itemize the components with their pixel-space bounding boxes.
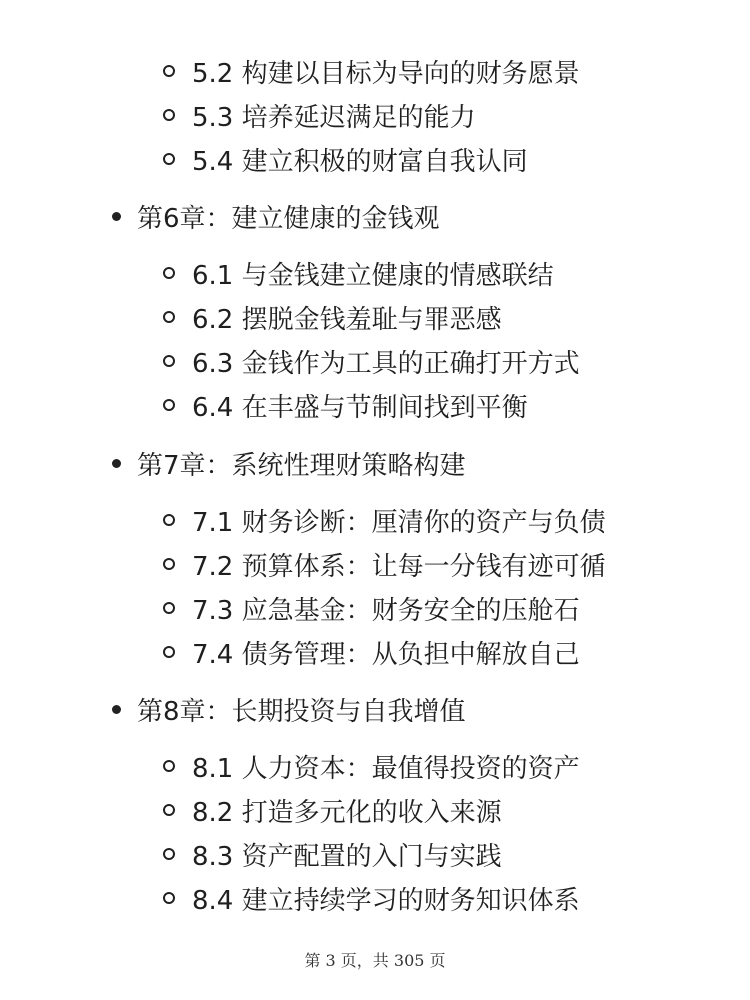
toc-section-label: 8.4 建立持续学习的财务知识体系 bbox=[192, 885, 580, 916]
toc-section-item bbox=[163, 385, 528, 425]
toc-section-item bbox=[163, 253, 554, 293]
toc-section-label: 7.4 债务管理：从负担中解放自己 bbox=[192, 639, 580, 670]
toc-section-item bbox=[163, 746, 580, 786]
toc-chapter-label: 第8章：长期投资与自我增值 bbox=[137, 696, 466, 727]
hollow-bullet-icon bbox=[163, 65, 175, 77]
hollow-bullet-icon bbox=[163, 355, 175, 367]
toc-section-label: 5.3 培养延迟满足的能力 bbox=[192, 102, 476, 133]
toc-chapter-label: 第6章：建立健康的金钱观 bbox=[137, 203, 440, 234]
hollow-bullet-icon bbox=[163, 267, 175, 279]
hollow-bullet-icon bbox=[163, 602, 175, 614]
hollow-bullet-icon bbox=[163, 646, 175, 658]
filled-bullet-icon bbox=[112, 459, 121, 468]
toc-section-label: 6.1 与金钱建立健康的情感联结 bbox=[192, 260, 554, 291]
toc-section-label: 6.3 金钱作为工具的正确打开方式 bbox=[192, 348, 580, 379]
hollow-bullet-icon bbox=[163, 892, 175, 904]
toc-section-label: 6.4 在丰盛与节制间找到平衡 bbox=[192, 392, 528, 423]
page-number-footer: 第 3 页，共 305 页 bbox=[304, 951, 446, 970]
toc-section-label: 7.3 应急基金：财务安全的压舱石 bbox=[192, 595, 580, 626]
toc-section-item bbox=[163, 790, 502, 830]
toc-section-item bbox=[163, 51, 580, 91]
toc-section-label: 8.1 人力资本：最值得投资的资产 bbox=[192, 753, 580, 784]
toc-section-item bbox=[163, 544, 606, 584]
toc-section-label: 6.2 摆脱金钱羞耻与罪恶感 bbox=[192, 304, 502, 335]
toc-section-item bbox=[163, 834, 502, 874]
hollow-bullet-icon bbox=[163, 804, 175, 816]
toc-section-item bbox=[163, 632, 580, 672]
filled-bullet-icon bbox=[112, 212, 121, 221]
toc-section-item bbox=[163, 95, 476, 135]
toc-chapter-item bbox=[112, 689, 466, 729]
toc-section-item bbox=[163, 297, 502, 337]
toc-section-item bbox=[163, 341, 580, 381]
hollow-bullet-icon bbox=[163, 848, 175, 860]
toc-section-label: 8.3 资产配置的入门与实践 bbox=[192, 841, 502, 872]
toc-section-label: 8.2 打造多元化的收入来源 bbox=[192, 797, 502, 828]
toc-section-item bbox=[163, 139, 528, 179]
hollow-bullet-icon bbox=[163, 760, 175, 772]
hollow-bullet-icon bbox=[163, 558, 175, 570]
toc-chapter-label: 第7章：系统性理财策略构建 bbox=[137, 450, 466, 481]
toc-section-item bbox=[163, 500, 606, 540]
toc-chapter-item bbox=[112, 196, 440, 236]
hollow-bullet-icon bbox=[163, 514, 175, 526]
hollow-bullet-icon bbox=[163, 311, 175, 323]
toc-section-label: 5.4 建立积极的财富自我认同 bbox=[192, 146, 528, 177]
hollow-bullet-icon bbox=[163, 399, 175, 411]
toc-section-label: 5.2 构建以目标为导向的财务愿景 bbox=[192, 58, 580, 89]
toc-section-label: 7.1 财务诊断：厘清你的资产与负债 bbox=[192, 507, 606, 538]
toc-section-item bbox=[163, 588, 580, 628]
hollow-bullet-icon bbox=[163, 109, 175, 121]
toc-chapter-item bbox=[112, 443, 466, 483]
filled-bullet-icon bbox=[112, 705, 121, 714]
toc-section-item bbox=[163, 878, 580, 918]
toc-section-label: 7.2 预算体系：让每一分钱有迹可循 bbox=[192, 551, 606, 582]
hollow-bullet-icon bbox=[163, 153, 175, 165]
